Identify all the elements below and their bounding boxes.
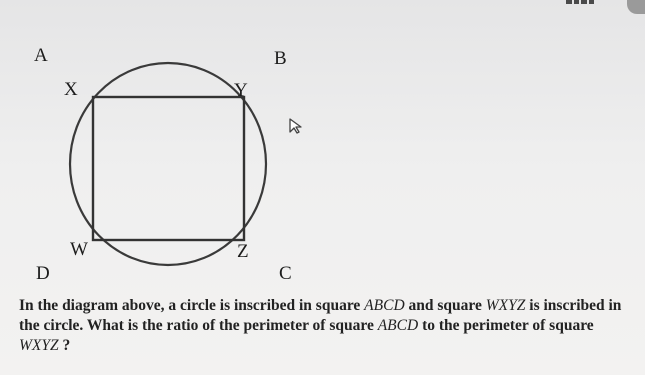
- label-d: D: [36, 263, 50, 284]
- square-wxyz-name-2: WXYZ: [19, 337, 59, 354]
- question-part-3: is inscribed in the circle. What is the ratio of the perimeter of square: [19, 297, 622, 334]
- square-wxyz: [93, 97, 244, 240]
- question-part-4: to the perimeter of square: [418, 317, 594, 334]
- square-wxyz-name: WXYZ: [485, 297, 526, 314]
- question-text: [19, 296, 631, 356]
- question-part-1: In the diagram above, a circle is inscribed in square: [19, 297, 365, 314]
- square-abcd-name: ABCD: [364, 297, 405, 314]
- mouse-pointer-icon: [288, 117, 306, 135]
- label-z: Z: [237, 241, 249, 262]
- question-part-2: and square: [404, 297, 486, 314]
- label-y: Y: [234, 80, 248, 101]
- label-c: C: [279, 263, 292, 284]
- label-b: B: [274, 48, 287, 69]
- label-x: X: [64, 79, 78, 100]
- square-abcd-name-2: ABCD: [377, 317, 419, 334]
- label-a: A: [34, 45, 48, 66]
- question-paragraph: [19, 296, 631, 356]
- question-part-5: ?: [58, 337, 71, 354]
- label-w: W: [70, 239, 88, 260]
